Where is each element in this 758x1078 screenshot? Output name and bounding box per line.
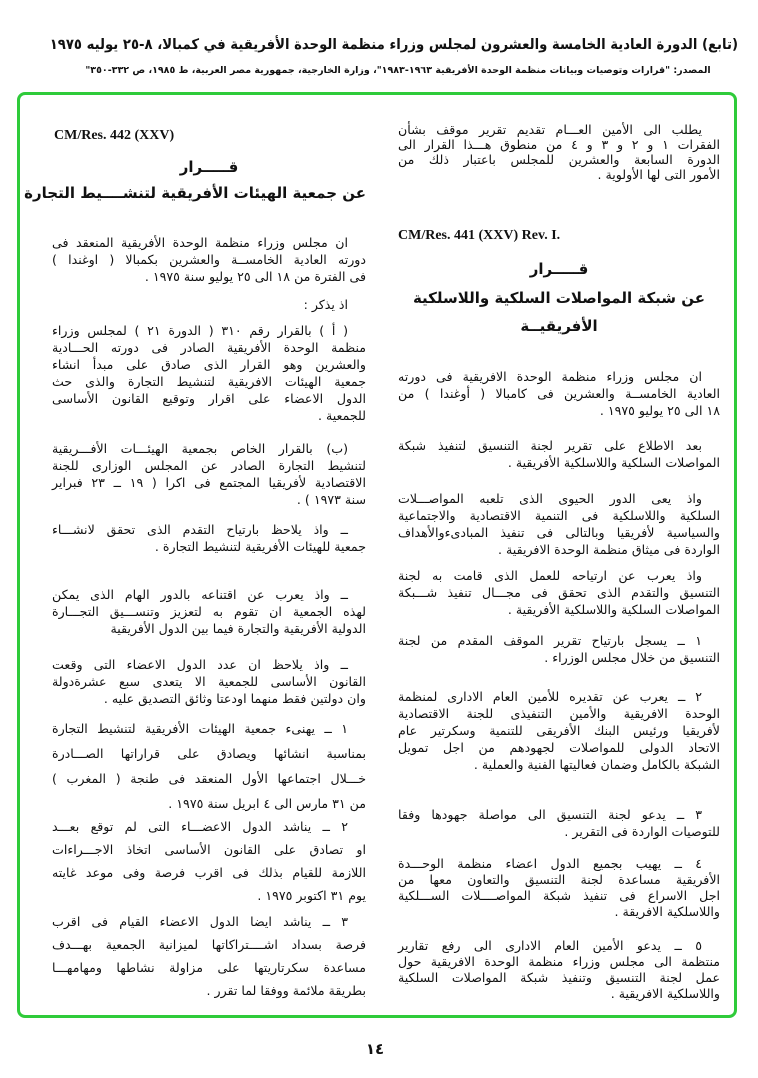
text-line: او تصادق على القانون الأساسى اتخاذ الاجـــراءات (52, 842, 366, 857)
text-line: المواصلات السلكية واللاسلكية الأفريقية . (507, 602, 720, 617)
text-line: الأفريقية مساعدة لجنة التنسيق والتعاون معها من (398, 872, 720, 887)
text-line: عمل لجنة التنسيق وتنفيذ شبكة المواصلات السلكية (398, 970, 720, 985)
text-line: للجمعية . (317, 408, 366, 423)
paragraph (52, 656, 366, 707)
paragraph (398, 122, 720, 182)
paragraph (398, 938, 720, 1002)
paragraph (52, 815, 366, 907)
text-line: ١٨ الى ٢٥ يوليو ١٩٧٥ . (599, 403, 720, 418)
text-line: فرصة بسداد اشــــتراكاتها لميزانية الجمعية بهـــدف (52, 937, 366, 952)
paragraph (398, 368, 720, 419)
paragraph (52, 234, 366, 285)
resolution-code-441: CM/Res. 441 (XXV) Rev. I. (398, 228, 561, 243)
resolution-442-subject: عن جمعية الهيئات الأفريقية لتنشــــيط التجارة (24, 184, 366, 202)
paragraph (398, 437, 720, 471)
resolution-code-442: CM/Res. 442 (XXV) (54, 128, 175, 143)
text-line: المواصلات السلكية واللاسلكية الأفريقية . (507, 455, 720, 470)
text-line: اجل الاسراع فى تنفيذ شبكة المواصــــلات الســـلكية (398, 888, 720, 903)
text-line: للتوصيات الواردة فى التقرير . (564, 824, 720, 839)
text-line: الاقتصادية لأفريقيا المجتمع فى اكرا ( ١٩ ــ ٢٣ فبراير (52, 475, 366, 490)
text-line: جمعية للهيئات الأفريقية لتنشيط التجارة . (154, 539, 366, 554)
text-line: الوحدة الافريقية والأمين التنفيذى للجنة الاقتصادية (398, 706, 720, 721)
text-line: لأفريقيا ورئيس البنك الأفريقى للتنمية وسكرتير عام (398, 723, 720, 738)
text-line: من ٣١ مارس الى ٤ ابريل سنة ١٩٧٥ . (168, 796, 366, 811)
page-header-title: (تابع) الدورة العادية الخامسة والعشرون لمجلس وزراء منظمة الوحدة الأفريقية في كمبالا، ٨-٢٥ يوليه ١٩٧٥ (49, 37, 738, 53)
text-line: ٥ ــ يدعو الأمين العام الادارى الى رفع تقارير (398, 938, 702, 953)
text-line: الواردة فى ميثاق منظمة الوحدة الافريقية . (498, 542, 720, 557)
text-line: العادية الخامســة والعشرين فى كامبالا ( أوغندا ) من (398, 386, 720, 401)
text-line: ــ واذ يعرب عن اقتناعه بالدور الهام الذى يمكن (52, 587, 348, 602)
paragraph (52, 716, 366, 816)
paragraph (398, 567, 720, 618)
text-line: ــ واذ يلاحظ ان عدد الدول الاعضاء التى وقعت (52, 657, 348, 672)
text-line: منتظمة الى مجلس وزراء منظمة الوحدة الافريقية حول (398, 954, 720, 969)
text-line: الدورة السابعة والعشرين للمجلس باعتبار ذلك من (398, 152, 720, 167)
paragraph (52, 322, 366, 424)
text-line: بعد الاطلاع على تقرير لجنة التنسيق لتنفيذ شبكة (398, 438, 702, 453)
text-line: ٣ ــ يناشد ايضا الدول الاعضاء القيام فى اقرب (52, 914, 348, 929)
text-line: واذ يعرب عن ارتياحه للعمل الذى قامت به لجنة (398, 568, 702, 583)
text-line: ١ ــ يسجل بارتياح تقرير الموقف المقدم من لجنة (398, 633, 702, 648)
text-line: التنسيق من خلال مجلس الوزراء . (544, 650, 720, 665)
paragraph (52, 910, 366, 1002)
text-line: القانون الأساسى للجمعية الا يتعدى سبع عشرةدولة (52, 674, 366, 689)
text-line: مساعدة سكرتاريتها على مزاولة نشاطها ومهامهـــا (52, 960, 366, 975)
text-line: لهذه الجمعية ان تقوم به لتعزيز وتنســـيق التجـــارة (52, 604, 366, 619)
text-line: لتنشيط التجارة الصادر عن المجلس الوزارى للجنة (52, 458, 366, 473)
text-line: ١ ــ يهنىء جمعية الهيئات الأفريقية لتنشيط التجارة (52, 721, 348, 736)
text-line: التنسيق والتقدم الذى تحقق فى مجـــال تنفيذ شـــبكة (398, 585, 720, 600)
paragraph (398, 688, 720, 773)
text-line: دورته العادية الخامســة والعشرين بكمبالا ( اوغندا ) (52, 252, 366, 267)
text-line: وان دولتين فقط منهما اودعتا وثائق التصديق عليه . (103, 691, 366, 706)
text-line: السلكية واللاسلكية فى التنمية الاقتصادية والاجتماعية (398, 508, 720, 523)
text-line: واللاسلكية الافريقة . (614, 904, 720, 919)
text-line: الفقرات ١ و ٢ و ٣ و ٤ من منطوق هـــذا القرار الى (398, 137, 721, 152)
paragraph (52, 521, 366, 555)
text-line: يطلب الى الأمين العـــام تقديم تقرير موقف بشأن (398, 122, 702, 137)
text-line: ( أ ) بالقرار رقم ٣١٠ ( الدورة ٢١ ) لمجلس وزراء (52, 323, 348, 338)
page-number: ١٤ (365, 1040, 385, 1058)
text-line: بطريقة ملائمة ووفقا لما تقرر . (206, 983, 366, 998)
paragraph (398, 490, 720, 558)
text-line: اذ يذكر : (303, 297, 348, 312)
paragraph (52, 586, 366, 637)
text-line: واذ يعى الدور الحيوى الذى تلعبه المواصـــلات (398, 491, 702, 506)
text-line: فى الفترة من ١٨ الى ٢٥ يوليو سنة ١٩٧٥ . (144, 269, 366, 284)
text-line: ٢ ــ يناشد الدول الاعضـــاء التى لم توقع بعـــد (52, 819, 348, 834)
text-line: بمناسبة انشائها ويصادق على قراراتها الصـــادرة (52, 746, 366, 761)
text-line: الأمور التى لها الأولوية . (597, 167, 720, 182)
text-line: ٤ ــ يهيب بجميع الدول اعضاء منظمة الوحـــدة (398, 856, 702, 871)
text-line: الاتحاد الدولى للمواصلات لجهودهم من اجل تمويل (398, 740, 720, 755)
paragraph (52, 440, 366, 508)
paragraph (398, 632, 720, 666)
text-line: ــ واذ يلاحظ بارتياح التقدم الذى تحقق لانشـــاء (52, 522, 348, 537)
text-line: خـــلال اجتماعها الأول المنعقد فى طنجة ( المغرب ) (52, 771, 366, 786)
resolution-442-heading: قـــــرار (179, 158, 239, 176)
text-line: الدولية الأفريقية والتجارة فيما بين الدول الأفريقية (110, 621, 366, 636)
resolution-441-subject: عن شبكة المواصلات السلكية واللاسلكية (412, 289, 706, 307)
text-line: والسياسية لأفريقيا وبالتالى فى تنفيذ المبادىءوالأهداف (398, 525, 720, 540)
resolution-441-subject-cont: الأفريقيــة (520, 317, 598, 335)
text-line: الشبكة بالكامل وضمان فعاليتها الفنية والعملية . (473, 757, 720, 772)
text-line: الدول الاعضاء على اقرار وتوقيع القانون الأساسى (52, 391, 366, 406)
page-header-source: المصدر: "قرارات وتوصيات وبيانات منظمة الوحدة الأفريقية ١٩٦٣-١٩٨٣"، وزارة الخارجية، جمهورية مصر العربية، ط ١٩٨٥، ص ٣٣٢-٣٥٠" (85, 65, 711, 76)
text-line: سنة ١٩٧٣ ) . (296, 492, 366, 507)
paragraph (398, 806, 720, 840)
text-line: منظمة الوحدة الأفريقية الصادر فى دورته الحـــادية (52, 340, 366, 355)
resolution-441-heading: قـــــرار (529, 260, 589, 278)
text-line: يوم ٣١ اكتوبر ١٩٧٥ . (257, 888, 366, 903)
text-line: واللاسلكية الافريقية . (610, 986, 720, 1001)
paragraph (52, 296, 366, 313)
text-line: اللازمة للقيام بذلك فى اقرب فرصة وفى موعد غايته (52, 865, 366, 880)
text-line: ٢ ــ يعرب عن تقديره للأمين العام الادارى لمنظمة (398, 689, 702, 704)
text-line: (ب) بالقرار الخاص بجمعية الهيئـــات الأفـــريقية (52, 441, 348, 456)
text-line: ان مجلس وزراء منظمة الوحدة الافريقية فى دورته (398, 369, 702, 384)
text-line: ان مجلس وزراء منظمة الوحدة الأفريقية المنعقد فى (52, 235, 348, 250)
text-line: ٣ ــ يدعو لجنة التنسيق الى مواصلة جهودها وفقا (398, 807, 702, 822)
text-line: والعشرين وهو القرار الذى صادق على مبدأ انشاء (52, 357, 366, 372)
text-line: جمعية الهيئات الافريقية لتنشيط التجارة والذى حث (52, 374, 366, 389)
paragraph (398, 856, 720, 920)
